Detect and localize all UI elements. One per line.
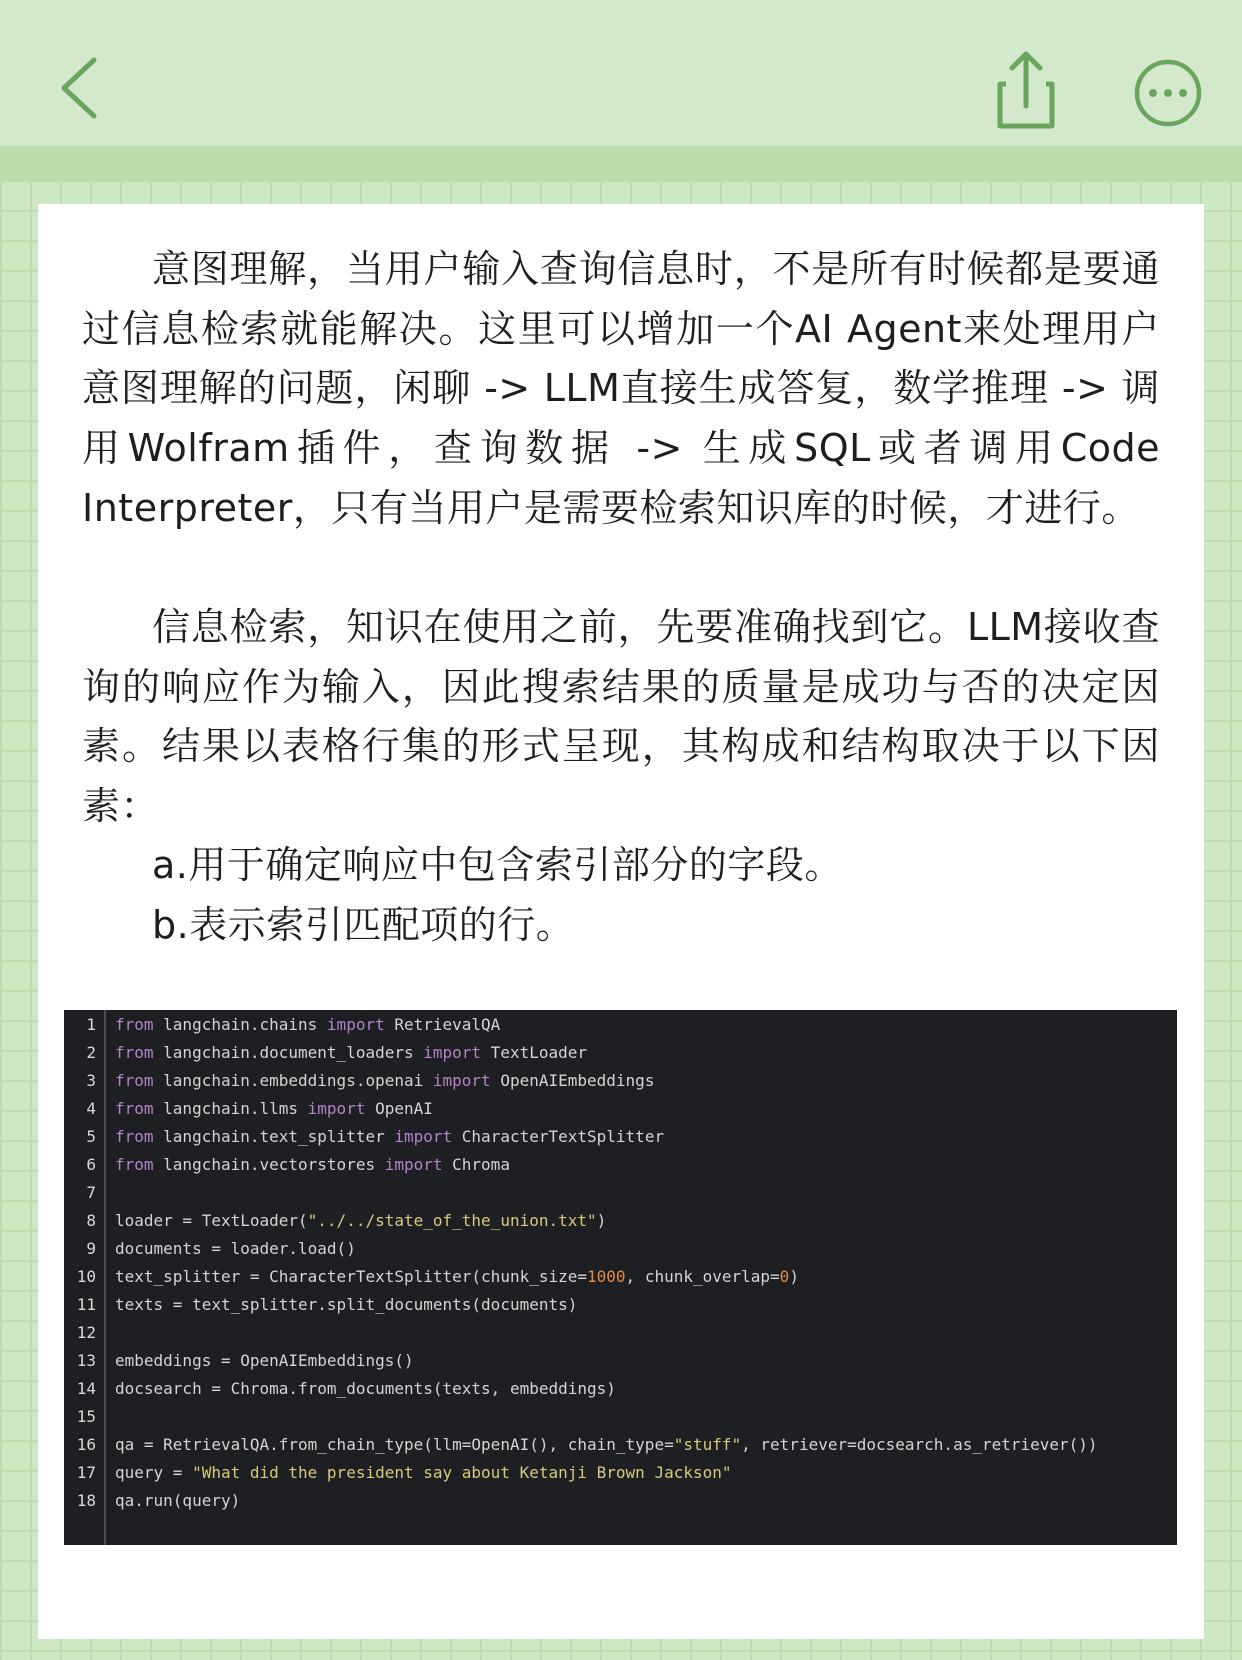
code-text: )	[789, 1267, 799, 1286]
code-text: text_splitter = CharacterTextSplitter(chunk_size=	[115, 1267, 588, 1286]
line-number: 11	[76, 1295, 96, 1314]
code-line	[64, 1122, 1177, 1151]
code-keyword: import	[423, 1043, 482, 1062]
line-code	[115, 1155, 510, 1174]
line-number: 8	[86, 1211, 96, 1230]
code-keyword: from	[115, 1071, 154, 1090]
code-keyword: import	[432, 1071, 491, 1090]
line-code	[115, 1211, 606, 1230]
code-text: OpenAI	[365, 1099, 433, 1118]
code-text: qa = RetrievalQA.from_chain_type(llm=OpenAI(), chain_type=	[115, 1435, 674, 1454]
code-line	[64, 1206, 1177, 1235]
code-line	[64, 1150, 1177, 1179]
code-line	[64, 1010, 1177, 1039]
code-keyword: from	[115, 1099, 154, 1118]
line-number: 16	[76, 1435, 96, 1454]
code-line	[64, 1094, 1177, 1123]
line-code	[115, 1435, 1098, 1454]
line-code	[115, 1071, 654, 1090]
line-code	[115, 1239, 356, 1258]
line-number: 10	[76, 1267, 96, 1286]
code-keyword: from	[115, 1155, 154, 1174]
code-line	[64, 1234, 1177, 1263]
paragraph-intent-understanding: 意图理解，当用户输入查询信息时，不是所有时候都是要通过信息检索就能解决。这里可以增加一个AI Agent来处理用户意图理解的问题，闲聊 -> LLM直接生成答复，数学推理 -> 调用Wolfram插件，查询数据 -> 生成SQL或者调用Code Interpreter，只有当用户是需要检索知识库的时候，才进行。	[82, 247, 1160, 530]
code-line	[64, 1290, 1177, 1319]
code-text: langchain.chains	[153, 1015, 327, 1034]
line-code	[115, 1379, 616, 1398]
code-text: texts = text_splitter.split_documents(documents)	[115, 1295, 578, 1314]
line-number: 14	[76, 1379, 96, 1398]
code-line	[64, 1318, 1177, 1347]
code-text: langchain.document_loaders	[153, 1043, 424, 1062]
code-text: docsearch = Chroma.from_documents(texts, embeddings)	[115, 1379, 616, 1398]
list-item-a: a.用于确定响应中包含索引部分的字段。	[152, 843, 843, 887]
code-text: langchain.text_splitter	[153, 1127, 395, 1146]
code-line	[64, 1066, 1177, 1095]
line-number: 1	[86, 1015, 96, 1034]
line-number: 2	[86, 1043, 96, 1062]
chevron-left-icon[interactable]	[58, 54, 108, 134]
code-snippet	[64, 1010, 1177, 1545]
line-number: 5	[86, 1127, 96, 1146]
code-keyword: from	[115, 1043, 154, 1062]
code-text: documents = loader.load()	[115, 1239, 356, 1258]
note-card	[38, 204, 1204, 1639]
code-text: CharacterTextSplitter	[452, 1127, 665, 1146]
code-line	[64, 1402, 1177, 1431]
code-text: langchain.llms	[153, 1099, 308, 1118]
line-code	[115, 1267, 799, 1286]
code-text: , retriever=docsearch.as_retriever())	[741, 1435, 1098, 1454]
code-line	[64, 1486, 1177, 1515]
code-line	[64, 1374, 1177, 1403]
line-code	[115, 1491, 240, 1510]
code-text: embeddings = OpenAIEmbeddings()	[115, 1351, 414, 1370]
code-keyword: from	[115, 1015, 154, 1034]
code-text: langchain.vectorstores	[153, 1155, 385, 1174]
top-navigation-bar	[0, 0, 1242, 146]
line-number: 6	[86, 1155, 96, 1174]
line-number: 3	[86, 1071, 96, 1090]
code-keyword: import	[326, 1015, 385, 1034]
code-text: OpenAIEmbeddings	[490, 1071, 655, 1090]
more-horizontal-icon[interactable]	[1133, 58, 1203, 128]
list-item-b: b.表示索引匹配项的行。	[152, 903, 575, 947]
code-text: RetrievalQA	[384, 1015, 501, 1034]
code-text: langchain.embeddings.openai	[153, 1071, 433, 1090]
header-divider-band	[0, 146, 1242, 182]
code-line	[64, 1430, 1177, 1459]
line-code	[115, 1127, 664, 1146]
code-line	[64, 1038, 1177, 1067]
line-number: 17	[76, 1463, 96, 1482]
line-number: 15	[76, 1407, 96, 1426]
code-line	[64, 1458, 1177, 1487]
line-code	[115, 1099, 433, 1118]
share-icon[interactable]	[996, 48, 1056, 132]
line-code	[115, 1015, 500, 1034]
line-code	[115, 1351, 414, 1370]
code-line	[64, 1178, 1177, 1207]
paragraph-information-retrieval: 信息检索，知识在使用之前，先要准确找到它。LLM接收查询的响应作为输入，因此搜索结果的质量是成功与否的决定因素。结果以表格行集的形式呈现，其构成和结构取决于以下因素：	[82, 605, 1160, 829]
line-number: 7	[86, 1183, 96, 1202]
line-code	[115, 1463, 732, 1482]
code-text: TextLoader	[481, 1043, 588, 1062]
code-keyword: import	[394, 1127, 453, 1146]
line-number: 12	[76, 1323, 96, 1342]
code-text: query =	[115, 1463, 193, 1482]
code-keyword: from	[115, 1127, 154, 1146]
code-text: loader = TextLoader(	[115, 1211, 308, 1230]
code-string: "stuff"	[673, 1435, 742, 1454]
code-number: 1000	[587, 1267, 626, 1286]
line-number: 9	[86, 1239, 96, 1258]
line-code	[115, 1043, 587, 1062]
line-code	[115, 1295, 577, 1314]
code-text: )	[596, 1211, 607, 1230]
code-text: Chroma	[442, 1155, 510, 1174]
code-keyword: import	[384, 1155, 443, 1174]
line-number: 13	[76, 1351, 96, 1370]
code-line	[64, 1262, 1177, 1291]
line-number: 18	[76, 1491, 96, 1510]
line-number: 4	[86, 1099, 96, 1118]
code-keyword: import	[307, 1099, 366, 1118]
code-text: , chunk_overlap=	[625, 1267, 780, 1286]
code-number: 0	[779, 1267, 790, 1286]
code-string: "../../state_of_the_union.txt"	[307, 1211, 597, 1230]
code-string: "What did the president say about Ketanji Brown Jackson"	[192, 1463, 732, 1482]
code-text: qa.run(query)	[115, 1491, 241, 1510]
code-line	[64, 1346, 1177, 1375]
